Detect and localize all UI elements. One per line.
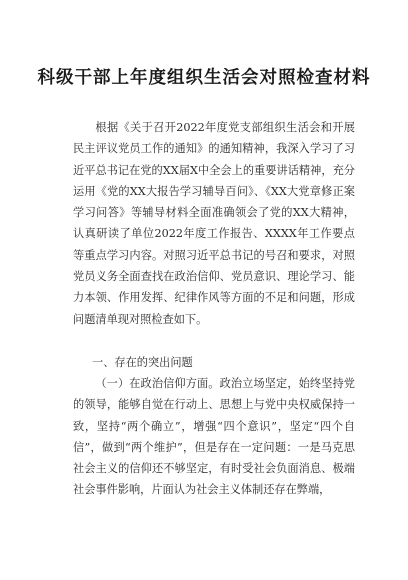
section-heading: 一、存在的突出问题 [92, 356, 193, 369]
section-paragraph: （一）在政治信仰方面。政治立场坚定，始终坚持党的领导，能够自觉在行动上、思想上与党中央权威保持一致，坚持“两个确立”，增强“四个意识”，坚定“四个自信”，做到“两个维护”，但是存在一定问题：一是马克思社会主义的信仰还不够坚定，有时受社会负面消息、极端社会事件影响，片面认为社会主义体制还存在弊端， [73, 377, 355, 497]
document-title: 科级干部上年度组织生活会对照检查材料 [37, 68, 371, 88]
intro-paragraph: 根据《关于召开2022年度党支部组织生活会和开展民主评议党员工作的通知》的通知精神，我深入学习了习近平总书记在党的XX届X中全会上的重要讲话精神，充分运用《党的XX大报告学习辅导百问》、《XX大党章修正案学习问答》等辅导材料全面准确领会了党的XX大精神，认真研读了单位2022年度工作报告、XXXX年工作要点等重点学习内容。对照习近平总书记的号召和要求，对照党员义务全面查找在政治信仰、党员意识、理论学习、能力本领、作用发挥、纪律作风等方面的不足和问题，形成问题清单现对照检查如下。 [73, 121, 355, 326]
